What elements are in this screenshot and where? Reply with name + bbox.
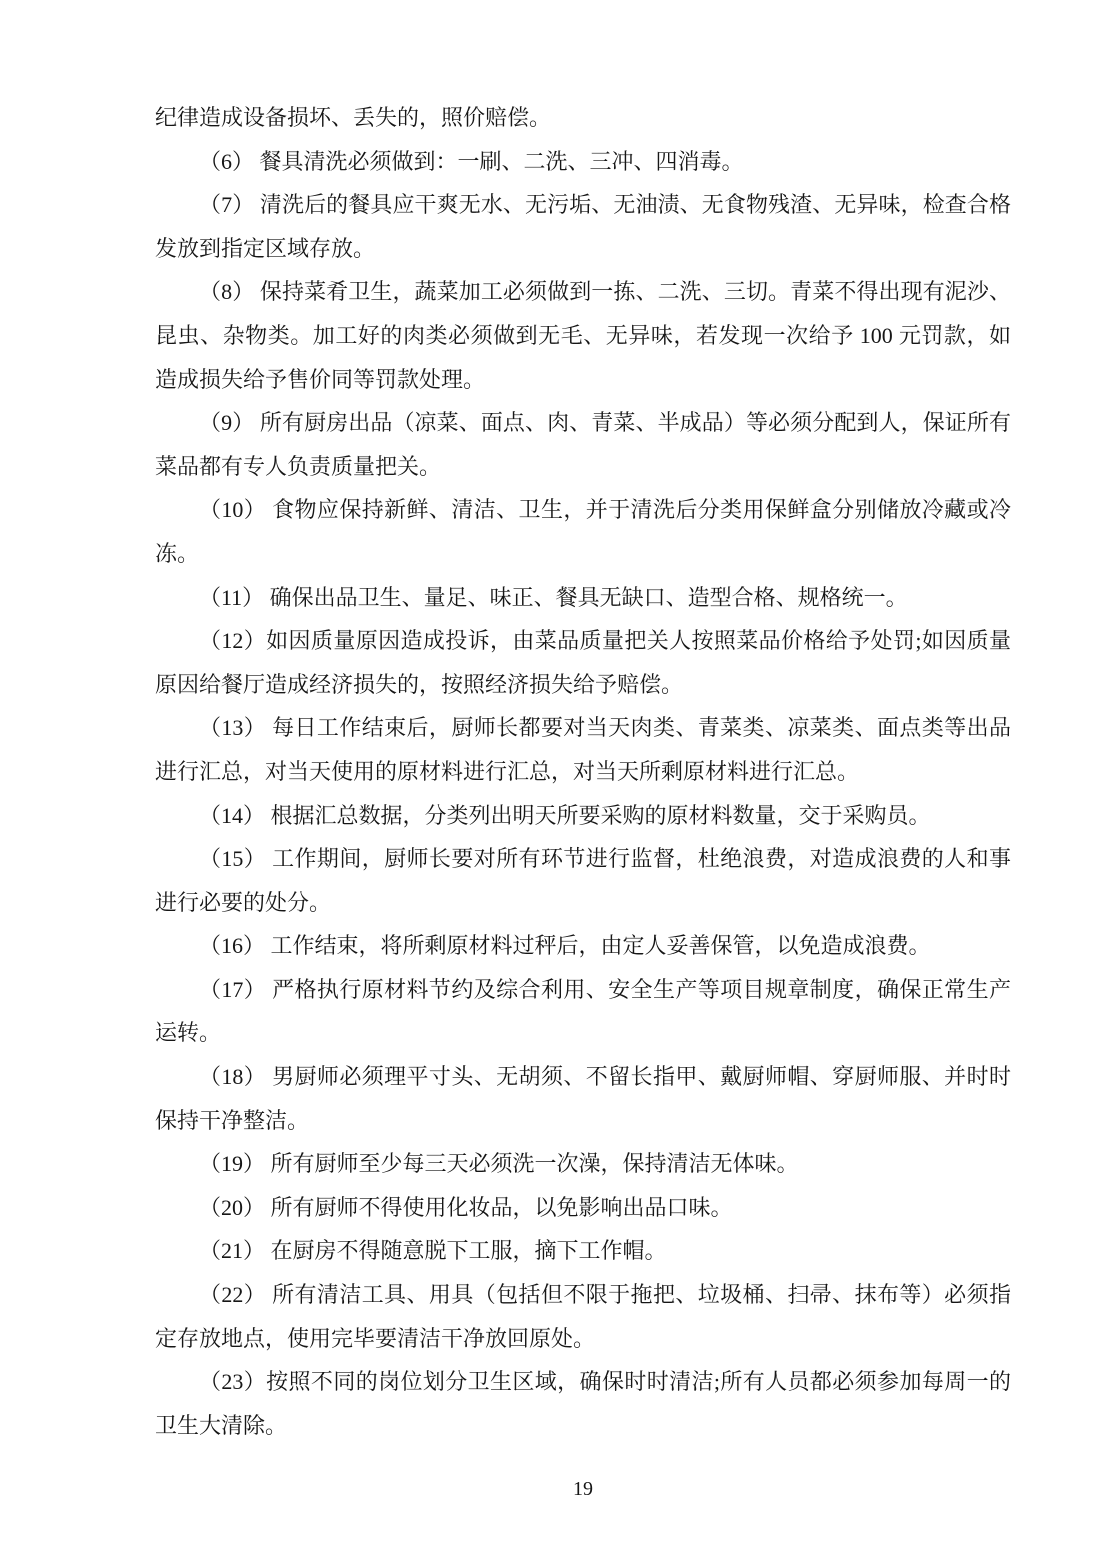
- para-item-23: （23）按照不同的岗位划分卫生区域，确保时时清洁;所有人员都必须参加每周一的卫生大清除。: [155, 1369, 1011, 1438]
- para-item-9: （9） 所有厨房出品（凉菜、面点、肉、青菜、半成品）等必须分配到人，保证所有菜品都有专人负责质量把关。: [155, 410, 1011, 479]
- page-footer: [155, 1478, 1011, 1501]
- para-item-12: （12）如因质量原因造成投诉，由菜品质量把关人按照菜品价格给予处罚;如因质量原因给餐厅造成经济损失的，按照经济损失给予赔偿。: [155, 628, 1011, 697]
- para-item-17: （17） 严格执行原材料节约及综合利用、安全生产等项目规章制度，确保正常生产运转。: [155, 976, 1011, 1046]
- para-item-7: （7） 清洗后的餐具应干爽无水、无污垢、无油渍、无食物残渣、无异味，检查合格发放到指定区域存放。: [155, 192, 1011, 261]
- para-item-14: （14） 根据汇总数据，分类列出明天所要采购的原材料数量，交于采购员。: [199, 802, 931, 828]
- para-item-21: （21） 在厨房不得随意脱下工服，摘下工作帽。: [199, 1238, 667, 1264]
- para-continuation: 纪律造成设备损坏、丢失的，照价赔偿。: [155, 105, 552, 130]
- document-body: [155, 96, 1011, 1447]
- para-item-18: （18） 男厨师必须理平寸头、无胡须、不留长指甲、戴厨师帽、穿厨师服、并时时保持干净整洁。: [155, 1064, 1011, 1133]
- para-item-15: （15） 工作期间，厨师长要对所有环节进行监督，杜绝浪费，对造成浪费的人和事进行必要的处分。: [155, 846, 1011, 915]
- para-item-19: （19） 所有厨师至少每三天必须洗一次澡，保持清洁无体味。: [199, 1151, 799, 1177]
- para-item-8: （8） 保持菜肴卫生，蔬菜加工必须做到一拣、二洗、三切。青菜不得出现有泥沙、昆虫、杂物类。加工好的肉类必须做到无毛、无异味，若发现一次给予 100 元罚款，如造成损失给予售价同等罚款处理。: [155, 279, 1011, 392]
- page-number: 19: [573, 1478, 593, 1500]
- para-item-20: （20） 所有厨师不得使用化妆品，以免影响出品口味。: [199, 1194, 733, 1220]
- para-item-16: （16） 工作结束，将所剩原材料过秤后，由定人妥善保管，以免造成浪费。: [199, 933, 931, 959]
- para-item-22: （22） 所有清洁工具、用具（包括但不限于拖把、垃圾桶、扫帚、抹布等）必须指定存放地点，使用完毕要清洁干净放回原处。: [155, 1282, 1011, 1351]
- para-item-10: （10） 食物应保持新鲜、清洁、卫生，并于清洗后分类用保鲜盒分别储放冷藏或冷冻。: [155, 497, 1011, 566]
- para-item-6: （6） 餐具清洗必须做到：一刷、二洗、三冲、四消毒。: [199, 148, 744, 174]
- para-item-11: （11） 确保出品卫生、量足、味正、餐具无缺口、造型合格、规格统一。: [199, 584, 908, 610]
- para-item-13: （13） 每日工作结束后，厨师长都要对当天肉类、青菜类、凉菜类、面点类等出品进行汇总，对当天使用的原材料进行汇总，对当天所剩原材料进行汇总。: [155, 715, 1011, 784]
